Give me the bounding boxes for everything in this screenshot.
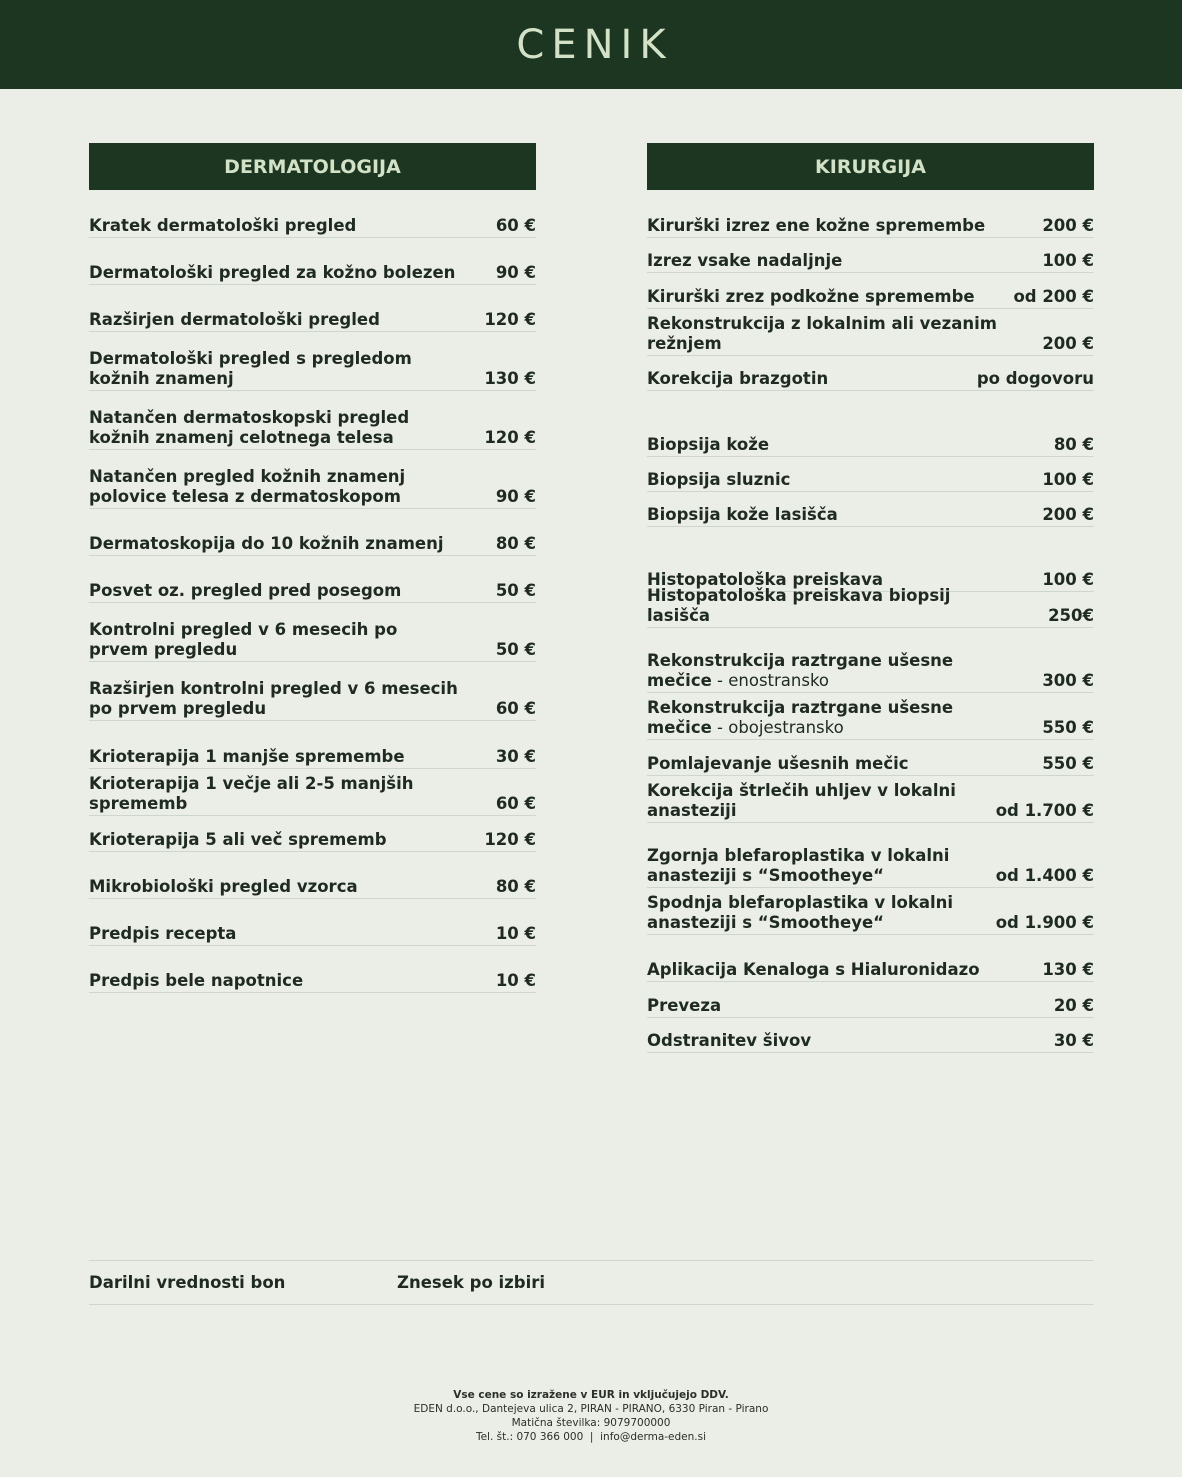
voucher-label: Darilni vrednosti bon	[89, 1273, 286, 1292]
service-name: Aplikacija Kenaloga s Hialuronidazo	[647, 960, 980, 979]
price-row	[647, 214, 1094, 238]
service-price: 200 €	[1042, 334, 1094, 353]
service-name: Kontrolni pregled v 6 mesecih po prvem pregledu	[89, 620, 398, 659]
price-row	[89, 406, 536, 450]
price-row	[647, 752, 1094, 776]
page-title: CENIK	[516, 21, 673, 68]
service-price: 80 €	[495, 534, 536, 553]
service-name: Biopsija kože	[647, 435, 770, 454]
service-name: Mikrobiološki pregled vzorca	[89, 877, 358, 896]
service-price: 30 €	[495, 747, 536, 766]
price-row	[89, 618, 536, 662]
price-row	[647, 844, 1094, 888]
footer-vat-note: Vse cene so izražene v EUR in vključujejo DDV.	[453, 1389, 729, 1401]
service-name: Rekonstrukcija z lokalnim ali vezanim režnjem	[647, 314, 997, 353]
service-variant: - enostransko	[711, 671, 830, 690]
service-name: Rekonstrukcija raztrgane ušesne mečice - obojestransko	[647, 698, 954, 737]
service-name: Dermatoskopija do 10 kožnih znamenj	[89, 534, 444, 553]
service-name: Dermatološki pregled za kožno bolezen	[89, 263, 456, 282]
dermatology-heading: DERMATOLOGIJA	[89, 143, 536, 190]
service-price: 60 €	[495, 794, 536, 813]
service-name: Korekcija štrlečih uhljev v lokalni anasteziji	[647, 781, 956, 820]
service-price: 80 €	[495, 877, 536, 896]
service-variant: - obojestransko	[711, 718, 844, 737]
footer-registration: Matična številka: 9079700000	[511, 1417, 671, 1429]
service-price: 550 €	[1042, 754, 1094, 773]
service-price: od 1.900 €	[995, 913, 1094, 932]
price-row	[89, 772, 536, 816]
price-row	[89, 579, 536, 603]
price-row	[647, 994, 1094, 1018]
service-name: Izrez vsake nadaljnje	[647, 251, 843, 270]
service-name: Korekcija brazgotin	[647, 369, 829, 388]
service-price: 60 €	[495, 216, 536, 235]
page-header	[0, 0, 1182, 89]
price-row	[89, 465, 536, 509]
service-name: Zgornja blefaroplastika v lokalni anasteziji s “Smootheye“	[647, 846, 950, 885]
price-row	[89, 969, 536, 993]
service-name: Natančen pregled kožnih znamenj polovice telesa z dermatoskopom	[89, 467, 406, 506]
service-name: Biopsija kože lasišča	[647, 505, 838, 524]
service-price: 250€	[1048, 606, 1094, 625]
price-row	[647, 958, 1094, 982]
dermatology-column	[89, 143, 536, 990]
service-price: 30 €	[1053, 1031, 1094, 1050]
service-name: Razširjen dermatološki pregled	[89, 310, 380, 329]
service-name: Razširjen kontrolni pregled v 6 mesecih po prvem pregledu	[89, 679, 458, 718]
service-name: Krioterapija 5 ali več sprememb	[89, 830, 387, 849]
service-price: 50 €	[495, 581, 536, 600]
service-price: od 1.700 €	[995, 801, 1094, 820]
service-price: 20 €	[1053, 996, 1094, 1015]
service-name: Predpis bele napotnice	[89, 971, 304, 990]
price-row	[647, 891, 1094, 935]
service-name: Posvet oz. pregled pred posegom	[89, 581, 402, 600]
footer-address: EDEN d.o.o., Dantejeva ulica 2, PIRAN - PIRANO, 6330 Piran - Pirano	[413, 1403, 769, 1415]
surgery-column	[647, 143, 1094, 1050]
footer-contact: Tel. št.: 070 366 000 | info@derma-eden.si	[475, 1431, 707, 1443]
price-row	[647, 779, 1094, 823]
service-price: 130 €	[484, 369, 536, 388]
price-row	[647, 468, 1094, 492]
price-row	[89, 828, 536, 852]
service-price: 300 €	[1042, 671, 1094, 690]
service-name: Biopsija sluznic	[647, 470, 791, 489]
service-price: 200 €	[1042, 505, 1094, 524]
price-row	[647, 503, 1094, 527]
gift-voucher-row	[89, 1260, 1094, 1305]
service-name: Krioterapija 1 večje ali 2-5 manjših sprememb	[89, 774, 414, 813]
price-row	[647, 367, 1094, 391]
service-price: od 200 €	[1013, 287, 1094, 306]
price-row	[89, 532, 536, 556]
service-price: 100 €	[1042, 470, 1094, 489]
service-price: po dogovoru	[976, 369, 1094, 388]
price-row	[647, 249, 1094, 273]
service-name: Histopatološka preiskava	[647, 570, 883, 589]
price-row	[89, 677, 536, 721]
service-name: Natančen dermatoskopski pregled kožnih znamenj celotnega telesa	[89, 408, 410, 447]
service-name: Dermatološki pregled s pregledom kožnih znamenj	[89, 349, 412, 388]
service-name: Kratek dermatološki pregled	[89, 216, 357, 235]
price-row	[647, 696, 1094, 740]
price-row	[647, 312, 1094, 356]
price-row	[647, 649, 1094, 693]
price-row	[89, 308, 536, 332]
service-name: Odstranitev šivov	[647, 1031, 812, 1050]
service-name: Pomlajevanje ušesnih mečic	[647, 754, 909, 773]
service-name: Preveza	[647, 996, 722, 1015]
service-name: Kirurški zrez podkožne spremembe	[647, 287, 975, 306]
service-price: 130 €	[1042, 960, 1094, 979]
service-price: 50 €	[495, 640, 536, 659]
price-row	[647, 433, 1094, 457]
service-price: 10 €	[495, 924, 536, 943]
service-name: Kirurški izrez ene kožne spremembe	[647, 216, 986, 235]
service-price: 120 €	[484, 428, 536, 447]
service-price: 120 €	[484, 310, 536, 329]
service-price: 80 €	[1053, 435, 1094, 454]
service-price: 100 €	[1042, 251, 1094, 270]
service-name: Spodnja blefaroplastika v lokalni anasteziji s “Smootheye“	[647, 893, 954, 932]
service-price: 100 €	[1042, 570, 1094, 589]
price-row	[89, 261, 536, 285]
service-name: Histopatološka preiskava biopsij lasišča	[647, 586, 951, 625]
price-row	[89, 745, 536, 769]
service-price: 10 €	[495, 971, 536, 990]
service-price: 90 €	[495, 487, 536, 506]
service-price: od 1.400 €	[995, 866, 1094, 885]
service-price: 120 €	[484, 830, 536, 849]
service-name: Krioterapija 1 manjše spremembe	[89, 747, 405, 766]
footer	[0, 1388, 1182, 1444]
voucher-value: Znesek po izbiri	[397, 1273, 546, 1292]
price-row	[89, 214, 536, 238]
service-name: Predpis recepta	[89, 924, 237, 943]
price-row	[647, 586, 1094, 628]
service-price: 90 €	[495, 263, 536, 282]
price-row	[647, 1029, 1094, 1053]
price-row	[89, 347, 536, 391]
price-row	[89, 875, 536, 899]
price-row	[647, 285, 1094, 309]
service-price: 200 €	[1042, 216, 1094, 235]
service-price: 550 €	[1042, 718, 1094, 737]
surgery-heading: KIRURGIJA	[647, 143, 1094, 190]
service-name: Rekonstrukcija raztrgane ušesne mečice - enostransko	[647, 651, 954, 690]
service-price: 60 €	[495, 699, 536, 718]
price-row	[89, 922, 536, 946]
